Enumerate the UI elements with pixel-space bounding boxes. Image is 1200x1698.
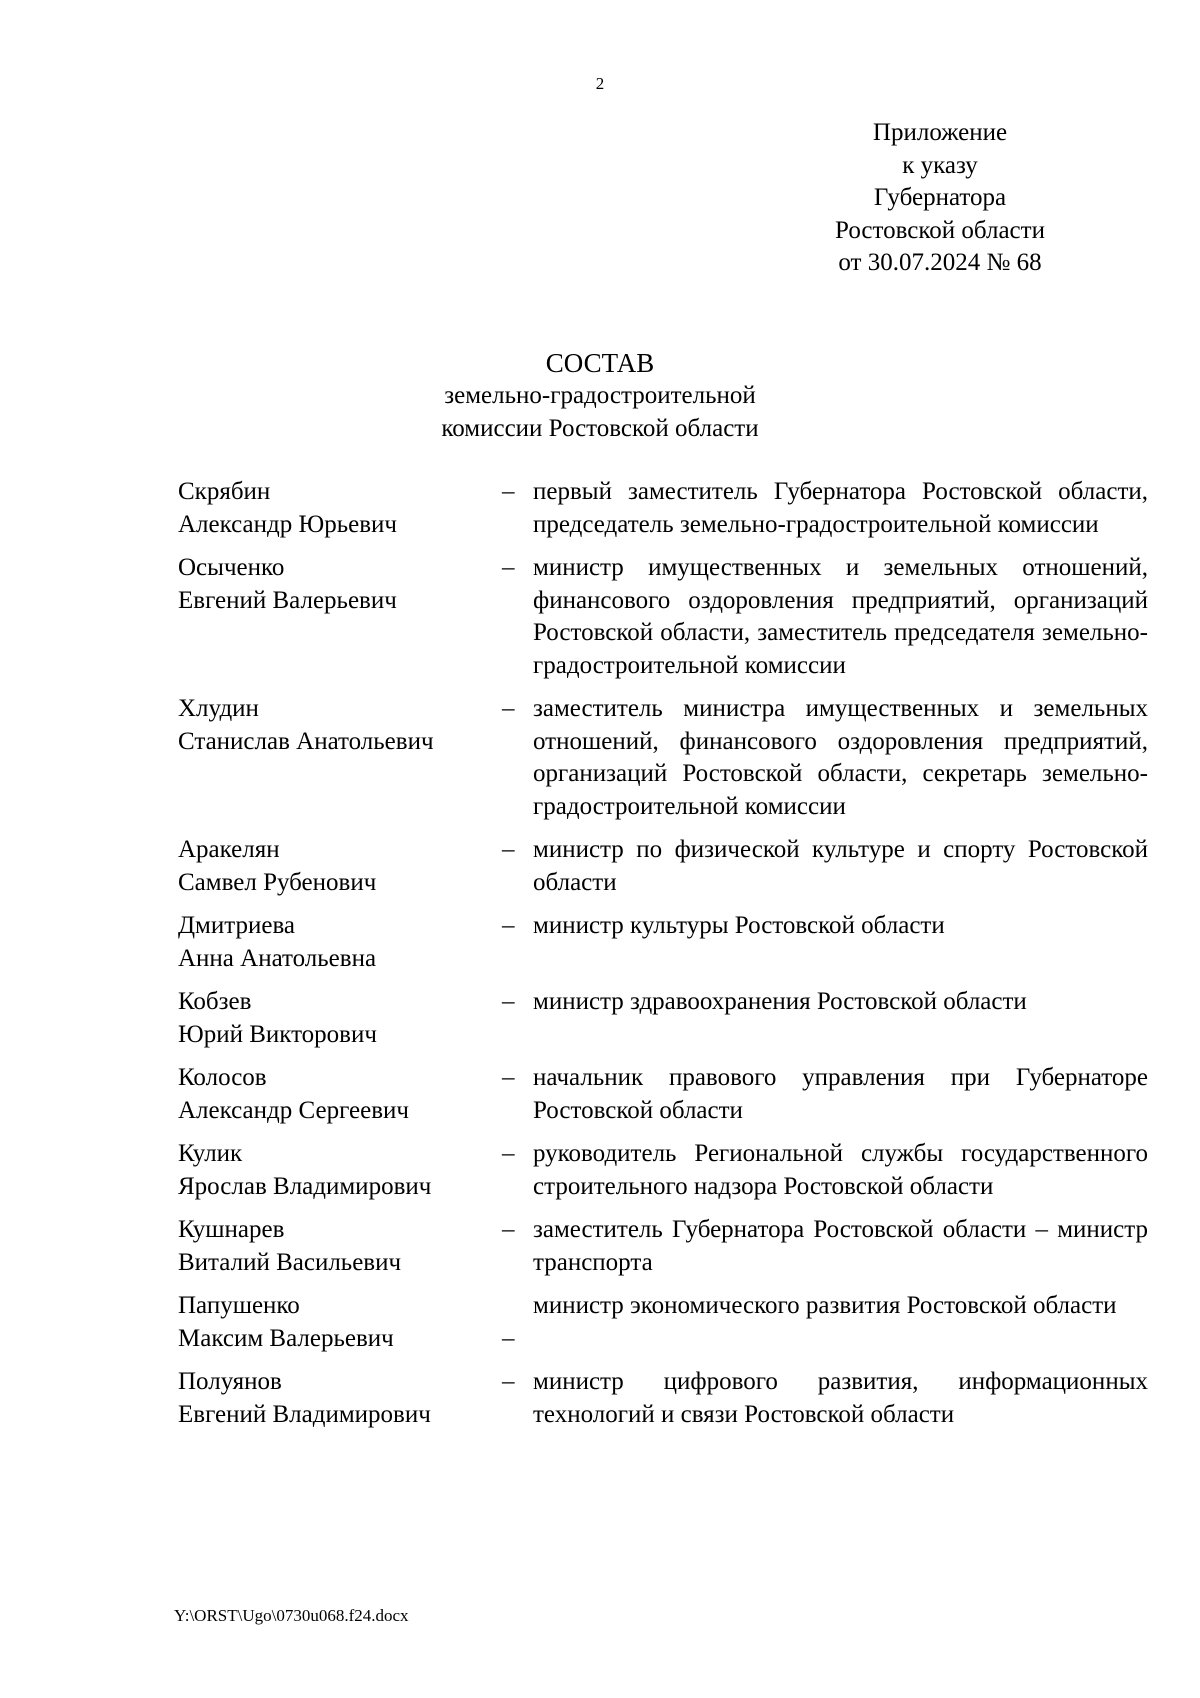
member-role: министр имущественных и земельных отношений, финансового оздоровления предприятий, организаций Ростовской области, заместитель председателя земельно-градостроительной комиссии <box>533 554 1148 679</box>
member-surname: Скрябин <box>178 478 271 505</box>
member-role: министр культуры Ростовской области <box>533 912 945 939</box>
member-dash: – <box>502 912 515 939</box>
member-given-names: Александр Юрьевич <box>178 510 397 538</box>
member-surname: Кобзев <box>178 988 252 1015</box>
member-dash: – <box>502 1216 515 1243</box>
member-name <box>178 834 498 899</box>
member-given-names: Виталий Васильевич <box>178 1248 402 1276</box>
member-surname: Осыченко <box>178 554 285 581</box>
member-dash: – <box>502 988 515 1015</box>
member-row <box>178 1290 1148 1355</box>
member-dash: – <box>502 695 515 722</box>
appendix-line: к указу <box>902 151 978 179</box>
member-name <box>178 1366 498 1431</box>
member-name <box>178 910 498 975</box>
member-given-names: Ярослав Владимирович <box>178 1172 432 1200</box>
member-given-names: Александр Сергеевич <box>178 1096 409 1124</box>
member-row <box>178 910 1148 975</box>
member-given-names: Юрий Викторович <box>178 1020 377 1048</box>
member-name <box>178 1290 498 1355</box>
members-list <box>178 476 1148 1442</box>
member-role: заместитель министра имущественных и земельных отношений, финансового оздоровления предприятий, организаций Ростовской области, секретарь земельно-градостроительной комиссии <box>533 695 1148 820</box>
appendix-line: от 30.07.2024 № 68 <box>838 249 1042 276</box>
appendix-block <box>780 117 1100 280</box>
member-row <box>178 1062 1148 1127</box>
member-dash: – <box>502 478 515 505</box>
member-name <box>178 693 498 823</box>
member-dash: – <box>502 1140 515 1167</box>
member-dash: – <box>502 554 515 581</box>
member-given-names: Анна Анатольевна <box>178 944 377 972</box>
title-heading: СОСТАВ <box>545 348 655 378</box>
member-surname: Полуянов <box>178 1368 282 1395</box>
appendix-line: Ростовской области <box>835 216 1045 244</box>
member-row <box>178 693 1148 823</box>
member-role: руководитель Региональной службы государственного строительного надзора Ростовской области <box>533 1140 1148 1200</box>
member-surname: Хлудин <box>178 695 259 722</box>
member-name <box>178 986 498 1051</box>
member-role: министр экономического развития Ростовской области <box>533 1292 1117 1319</box>
member-role: министр здравоохранения Ростовской области <box>533 988 1027 1015</box>
member-row <box>178 834 1148 899</box>
member-given-names: Самвел Рубенович <box>178 868 377 896</box>
title-line: земельно-градостроительной <box>444 382 756 409</box>
member-given-names: Евгений Валерьевич <box>178 586 397 614</box>
member-role: первый заместитель Губернатора Ростовской области, председатель земельно-градостроительной комиссии <box>533 478 1148 538</box>
page-number: 2 <box>595 74 605 93</box>
member-row <box>178 1214 1148 1279</box>
member-dash: – <box>502 1368 515 1395</box>
appendix-line: Приложение <box>872 119 1008 146</box>
member-surname: Папушенко <box>178 1292 300 1319</box>
member-surname: Аракелян <box>178 836 280 863</box>
member-row <box>178 986 1148 1051</box>
member-row <box>178 1138 1148 1203</box>
member-surname: Кулик <box>178 1140 243 1167</box>
member-given-names: Станислав Анатольевич <box>178 727 434 755</box>
member-row <box>178 476 1148 541</box>
member-surname: Дмитриева <box>178 912 296 939</box>
member-surname: Колосов <box>178 1064 267 1091</box>
member-surname: Кушнарев <box>178 1216 285 1243</box>
member-role: заместитель Губернатора Ростовской области – министр транспорта <box>533 1216 1148 1276</box>
member-name <box>178 1138 498 1203</box>
appendix-line: Губернатора <box>873 184 1007 211</box>
member-role: министр по физической культуре и спорту Ростовской области <box>533 836 1148 896</box>
member-dash: – <box>502 1064 515 1091</box>
member-given-names: Максим Валерьевич <box>178 1324 394 1352</box>
member-given-names: Евгений Владимирович <box>178 1400 431 1428</box>
member-dash: – <box>502 1324 515 1352</box>
member-row <box>178 552 1148 682</box>
member-role: начальник правового управления при Губернаторе Ростовской области <box>533 1064 1148 1124</box>
member-dash: – <box>502 836 515 863</box>
title-line: комиссии Ростовской области <box>441 414 759 442</box>
member-name <box>178 476 498 541</box>
member-row <box>178 1366 1148 1431</box>
member-role: министр цифрового развития, информационных технологий и связи Ростовской области <box>533 1368 1148 1428</box>
member-name <box>178 1062 498 1127</box>
footer-file-path: Y:\ORST\Ugo\0730u068.f24.docx <box>174 1606 409 1625</box>
member-name <box>178 1214 498 1279</box>
member-name <box>178 552 498 682</box>
document-title <box>0 346 1200 445</box>
